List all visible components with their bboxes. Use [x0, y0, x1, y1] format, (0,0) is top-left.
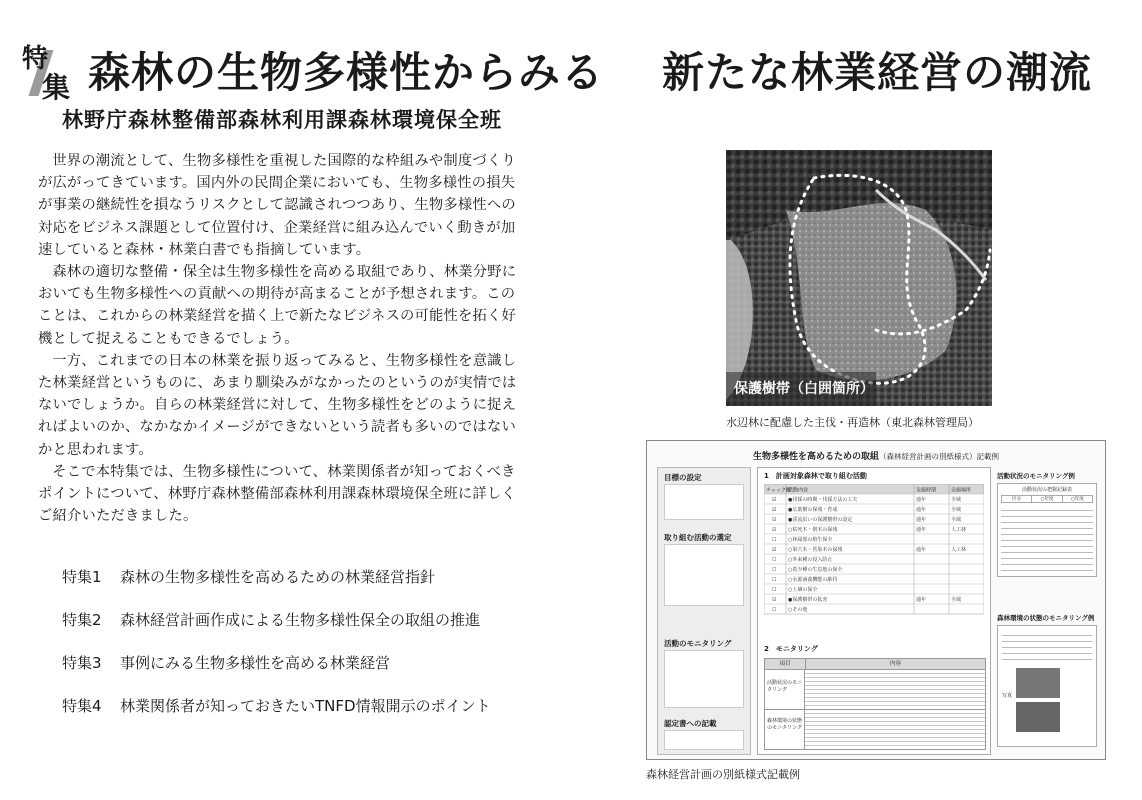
figure-title-note: （森林経営計画の別紙様式）記載例 — [879, 452, 999, 461]
feature-list-item — [62, 566, 491, 595]
activity-table-cell: ☑ — [772, 547, 777, 553]
form-section-1: 1 計画対象森林で取り組む活動 — [764, 472, 867, 480]
activity-table-cell: ☐ — [772, 557, 777, 563]
activity-table-cell: ☐ — [772, 577, 777, 583]
author-affiliation: 林野庁森林整備部森林利用課森林環境保全班 — [62, 108, 502, 132]
activity-table-cell: 人工林 — [951, 527, 967, 533]
activity-table-cell: ☐ — [772, 607, 777, 613]
activity-table-cell: ☐ — [772, 567, 777, 573]
certification-box — [664, 730, 744, 750]
activity-table-cell: ○希少種の生息地の保全 — [788, 567, 843, 573]
figure-form — [757, 467, 991, 755]
right-label-activity: 活動状況のモニタリング例 — [997, 472, 1075, 480]
article-body — [38, 150, 528, 527]
paragraph: 森林の適切な整備・保全は生物多様性を高める取組であり、林業分野においても生物多様性への貢献への期待が高まることが予想されます。このことは、これからの林業経営を描く上で新たなビジネスの可能性を拓く好機として捉えることもできるでしょう。 — [38, 264, 517, 347]
activity-table — [764, 484, 984, 644]
monitor-row-content — [805, 710, 985, 749]
right-env-photo — [1016, 702, 1060, 732]
feature-list — [62, 566, 491, 738]
activity-table-cell: 通年 — [916, 517, 927, 523]
feature-number: 特集2 — [62, 611, 102, 629]
right-table-header: 活動状況の把握記録表 — [1021, 487, 1072, 493]
activity-table-cell: ☑ — [772, 497, 777, 503]
feature-title: 林業関係者が知っておきたいTNFD情報開示のポイント — [120, 697, 491, 715]
right-table-col: 区分 — [1002, 496, 1032, 502]
activity-table-cell: 全域 — [951, 507, 962, 513]
activity-table-cell: ○土壌の保全 — [788, 587, 818, 593]
feature-number: 特集3 — [62, 654, 102, 672]
activity-table-cell: ☑ — [772, 527, 777, 533]
activity-table-cell: ○林縁部の植生保全 — [788, 537, 833, 543]
monitor-row-content — [805, 670, 985, 709]
monitoring-table — [764, 658, 986, 750]
badge-top-char: 特 — [22, 44, 49, 74]
paragraph: そこで本特集では、生物多様性について、林業関係者が知っておくべきポイントについて、林野庁森林整備部森林利用課森林環境保全班に詳しくご紹介いただきました。 — [38, 463, 516, 525]
feature-number: 特集1 — [62, 568, 102, 586]
feature-title: 森林の生物多様性を高めるための林業経営指針 — [120, 568, 436, 586]
figure-caption: 森林経営計画の別紙様式記載例 — [646, 768, 800, 781]
activity-table-cell: 全域 — [951, 517, 962, 523]
activity-table-cell: 通年 — [916, 597, 927, 603]
right-env-photo — [1016, 668, 1060, 698]
form-section-2: 2 モニタリング — [764, 645, 818, 653]
activity-table-cell: ○枯死木・倒木の保残 — [788, 527, 838, 533]
activity-table-cell: 全域 — [951, 497, 962, 503]
right-label-environment: 森林環境の状態のモニタリング例 — [997, 614, 1095, 622]
right-table-col: ○年度 — [1070, 497, 1084, 502]
activity-table-header: チェック欄 — [766, 487, 791, 494]
forest-aerial-image — [726, 150, 992, 406]
activity-table-cell: 通年 — [916, 527, 927, 533]
feature-title: 事例にみる生物多様性を高める林業経営 — [120, 654, 391, 672]
goal-box — [664, 484, 744, 520]
activity-table-cell: ○その他 — [788, 607, 808, 613]
feature-list-item — [62, 695, 491, 724]
activity-table-cell: ☐ — [772, 587, 777, 593]
title-part-1: 森林の生物多様性からみる — [88, 48, 605, 97]
activity-table-cell: ☐ — [772, 537, 777, 543]
activity-table-cell: ○水源涵養機能の維持 — [788, 577, 838, 583]
activity-table-cell: ☑ — [772, 517, 777, 523]
activity-table-header: 実施時期 — [916, 487, 937, 494]
forest-photo — [726, 150, 992, 406]
label-activities: 取り組む活動の選定 — [664, 533, 732, 542]
activity-table-cell: 通年 — [916, 507, 927, 513]
activity-table-cell: 人工林 — [951, 547, 967, 553]
label-goal: 目標の設定 — [664, 473, 702, 482]
plan-form-figure — [646, 440, 1106, 760]
monitoring-box — [664, 650, 744, 708]
photo-caption: 水辺林に配慮した主伐・再造林（東北森林管理局） — [726, 416, 979, 429]
feature-list-item — [62, 609, 491, 638]
activity-table-cell: ●保護樹帯の拡充 — [788, 597, 828, 603]
figure-title — [647, 449, 1105, 462]
badge-bottom-char: 集 — [42, 71, 71, 104]
label-monitoring: 活動のモニタリング — [664, 639, 732, 648]
paragraph: 一方、これまでの日本の林業を振り返ってみると、生物多様性を意識した林業経営というものに、あまり馴染みがなかったのというのが実情ではないでしょうか。自らの林業経営に対して、生物多様性をどのように捉えればよいのか、なかなかイメージができないという読者も多いのではないかと思われます。 — [38, 352, 517, 458]
page-title — [88, 40, 1092, 100]
activity-table-cell: ○外来種の侵入防止 — [788, 557, 833, 563]
label-certification: 認定書への記載 — [664, 719, 717, 728]
paragraph: 世界の潮流として、生物多様性を重視した国際的な枠組みや制度づくりが広がってきています。国内外の民間企業においても、生物多様性の損失が事業の継続性を損なうリスクとして認識されつつあり、生物多様性への対応をビジネス課題として位置付け、企業経営に組み込んでいく動きが加速していると森林・林業白書でも指摘しています。 — [38, 153, 516, 258]
activity-table-cell: ☑ — [772, 507, 777, 513]
right-table-col: ○年度 — [1032, 496, 1062, 502]
activity-table-cell: ○巣穴木・営巣木の保残 — [788, 547, 843, 553]
right-photo-label: 写真 — [1002, 693, 1013, 699]
monitor-row-label: 森林環境の状態のモニタリング — [765, 710, 805, 749]
activity-table-cell: ●伐採の時期・伐採方法の工夫 — [788, 497, 858, 503]
feature-title: 森林経営計画作成による生物多様性保全の取組の推進 — [120, 611, 481, 629]
activity-table-cell: 通年 — [916, 497, 927, 503]
title-part-2: 新たな林業経営の潮流 — [662, 48, 1093, 97]
right-environment-record — [997, 625, 1097, 747]
right-activity-record — [997, 483, 1097, 577]
figure-left-panel — [657, 467, 751, 755]
activities-box — [664, 544, 744, 606]
monitor-header: 項目 — [765, 659, 806, 669]
feature-number: 特集4 — [62, 697, 102, 715]
activity-table-header: 実施場所 — [951, 487, 972, 494]
figure-title-main: 生物多様性を高めるための取組 — [752, 452, 879, 462]
activity-table-rows — [764, 487, 984, 614]
activity-table-cell: 全域 — [951, 597, 962, 603]
monitor-row-label: 活動状況のモニタリング — [765, 670, 805, 709]
activity-table-cell: ●渓流沿いの保護樹帯の設定 — [788, 517, 853, 523]
feature-badge — [22, 38, 80, 104]
monitor-header: 内容 — [889, 661, 901, 667]
photo-overlay-label: 保護樹帯（白囲箇所） — [734, 381, 874, 397]
feature-list-item — [62, 652, 491, 681]
activity-table-cell: ☑ — [772, 597, 777, 603]
activity-table-cell: 通年 — [916, 547, 927, 553]
right-env-table — [1002, 630, 1092, 660]
right-table-body — [1001, 505, 1093, 573]
activity-table-header: 活動内容 — [788, 487, 809, 494]
activity-table-cell: ●広葉樹の保残・育成 — [788, 507, 838, 513]
